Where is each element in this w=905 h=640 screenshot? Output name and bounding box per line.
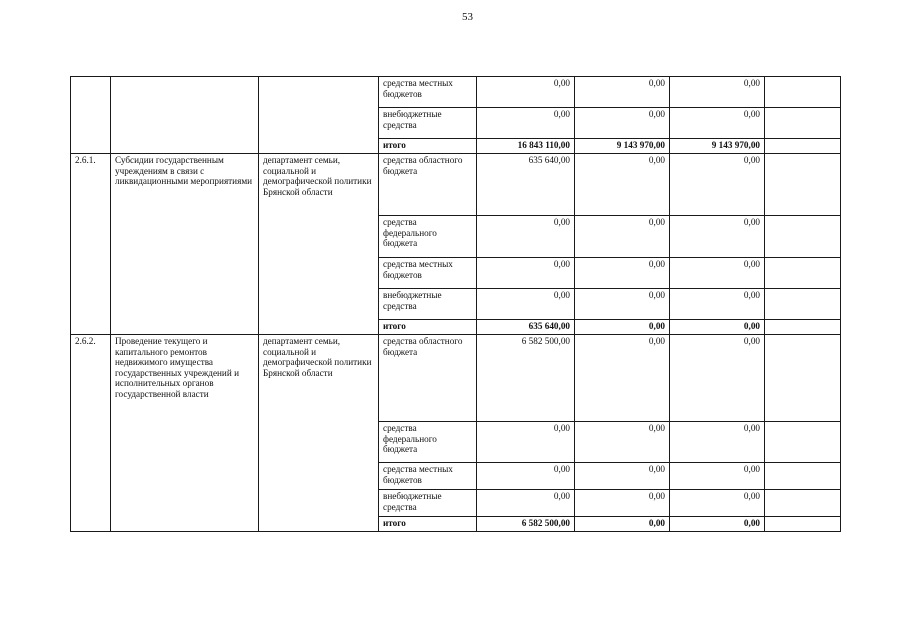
value-cell: 0,00 bbox=[575, 154, 670, 216]
item-name: Субсидии государственным учреждениям в связи с ликвидационными мероприятиями bbox=[111, 154, 259, 335]
empty-cell bbox=[765, 490, 841, 517]
total-label: итого bbox=[379, 139, 477, 154]
value-cell: 0,00 bbox=[575, 258, 670, 289]
value-cell: 0,00 bbox=[477, 258, 575, 289]
table-row bbox=[71, 77, 841, 108]
budget-table bbox=[70, 76, 841, 532]
value-cell: 0,00 bbox=[575, 77, 670, 108]
value-cell: 0,00 bbox=[477, 490, 575, 517]
value-cell: 6 582 500,00 bbox=[477, 335, 575, 422]
empty-cell bbox=[765, 154, 841, 216]
total-value: 0,00 bbox=[575, 517, 670, 532]
source-cell: средства местных бюджетов bbox=[379, 258, 477, 289]
empty-cell bbox=[765, 320, 841, 335]
value-cell: 0,00 bbox=[670, 77, 765, 108]
empty-cell bbox=[765, 258, 841, 289]
empty-cell bbox=[765, 335, 841, 422]
value-cell: 0,00 bbox=[670, 216, 765, 258]
value-cell: 0,00 bbox=[670, 490, 765, 517]
value-cell: 0,00 bbox=[670, 258, 765, 289]
value-cell: 0,00 bbox=[575, 216, 670, 258]
total-value: 16 843 110,00 bbox=[477, 139, 575, 154]
value-cell: 0,00 bbox=[670, 422, 765, 463]
empty-cell bbox=[765, 463, 841, 490]
empty-cell bbox=[765, 216, 841, 258]
value-cell: 0,00 bbox=[670, 289, 765, 320]
table-row bbox=[71, 154, 841, 216]
source-cell: средства местных бюджетов bbox=[379, 77, 477, 108]
item-name: Проведение текущего и капитального ремонтов недвижимого имущества государственных учреждений и исполнительных органов государственной власти bbox=[111, 335, 259, 532]
total-value: 0,00 bbox=[670, 517, 765, 532]
code-cell bbox=[71, 77, 111, 154]
value-cell: 0,00 bbox=[670, 108, 765, 139]
total-value: 9 143 970,00 bbox=[575, 139, 670, 154]
value-cell: 0,00 bbox=[477, 216, 575, 258]
value-cell: 0,00 bbox=[477, 463, 575, 490]
total-value: 0,00 bbox=[575, 320, 670, 335]
total-value: 9 143 970,00 bbox=[670, 139, 765, 154]
total-value: 635 640,00 bbox=[477, 320, 575, 335]
empty-cell bbox=[765, 517, 841, 532]
value-cell: 635 640,00 bbox=[477, 154, 575, 216]
table-row bbox=[71, 335, 841, 422]
empty-cell bbox=[765, 108, 841, 139]
value-cell: 0,00 bbox=[477, 422, 575, 463]
item-code: 2.6.2. bbox=[71, 335, 111, 532]
source-cell: средства местных бюджетов bbox=[379, 463, 477, 490]
item-executor: департамент семьи, социальной и демографической политики Брянской области bbox=[259, 335, 379, 532]
source-cell: средства федерального бюджета bbox=[379, 216, 477, 258]
total-label: итого bbox=[379, 320, 477, 335]
source-cell: внебюджетные средства bbox=[379, 490, 477, 517]
value-cell: 0,00 bbox=[477, 108, 575, 139]
source-cell: внебюджетные средства bbox=[379, 108, 477, 139]
total-value: 6 582 500,00 bbox=[477, 517, 575, 532]
value-cell: 0,00 bbox=[670, 463, 765, 490]
value-cell: 0,00 bbox=[670, 154, 765, 216]
empty-cell bbox=[765, 77, 841, 108]
item-code: 2.6.1. bbox=[71, 154, 111, 335]
source-cell: средства областного бюджета bbox=[379, 335, 477, 422]
value-cell: 0,00 bbox=[575, 490, 670, 517]
value-cell: 0,00 bbox=[477, 289, 575, 320]
value-cell: 0,00 bbox=[575, 335, 670, 422]
name-cell bbox=[111, 77, 259, 154]
value-cell: 0,00 bbox=[575, 108, 670, 139]
value-cell: 0,00 bbox=[670, 335, 765, 422]
source-cell: средства областного бюджета bbox=[379, 154, 477, 216]
empty-cell bbox=[765, 422, 841, 463]
empty-cell bbox=[765, 289, 841, 320]
value-cell: 0,00 bbox=[575, 289, 670, 320]
source-cell: средства федерального бюджета bbox=[379, 422, 477, 463]
value-cell: 0,00 bbox=[575, 463, 670, 490]
page-number: 53 bbox=[462, 11, 473, 23]
total-value: 0,00 bbox=[670, 320, 765, 335]
total-label: итого bbox=[379, 517, 477, 532]
source-cell: внебюджетные средства bbox=[379, 289, 477, 320]
value-cell: 0,00 bbox=[575, 422, 670, 463]
value-cell: 0,00 bbox=[477, 77, 575, 108]
item-executor: департамент семьи, социальной и демографической политики Брянской области bbox=[259, 154, 379, 335]
executor-cell bbox=[259, 77, 379, 154]
empty-cell bbox=[765, 139, 841, 154]
